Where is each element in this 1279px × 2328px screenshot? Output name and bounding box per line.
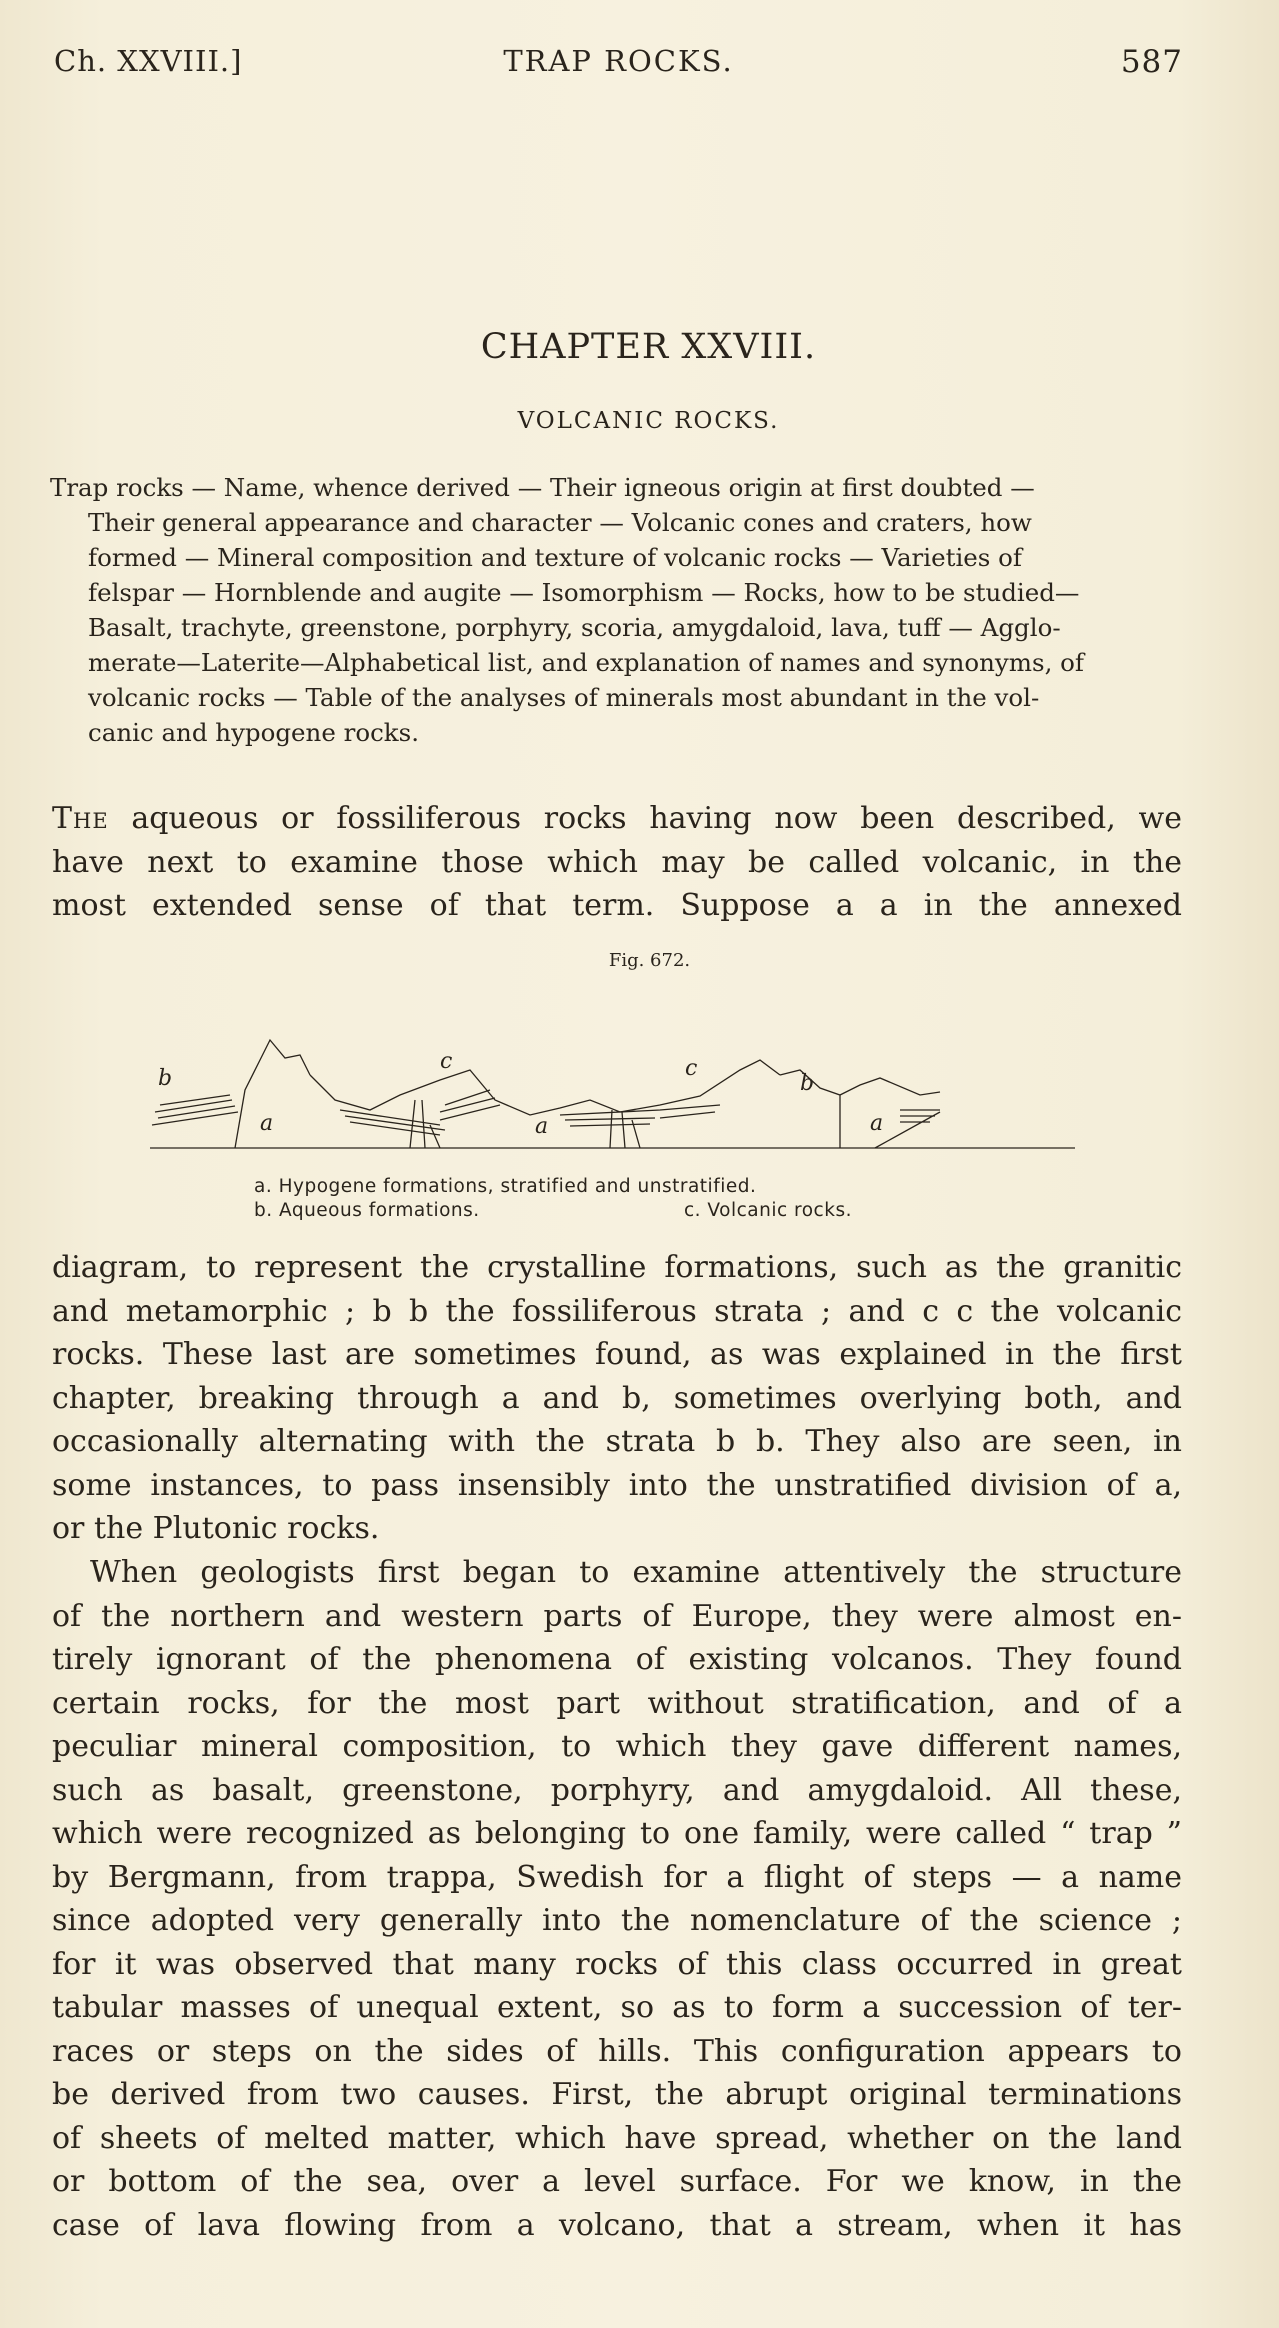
paragraph-line: or bottom of the sea, over a level surface. For we know, in the bbox=[52, 2164, 1182, 2199]
paragraph-line: since adopted very generally into the nomenclature of the science ; bbox=[52, 1903, 1182, 1938]
paragraph-line: such as basalt, greenstone, porphyry, and amygdaloid. All these, bbox=[52, 1772, 1182, 1808]
left-strata bbox=[152, 1095, 238, 1125]
synopsis-line: merate—Laterite—Alphabetical list, and explanation of names and synonyms, of bbox=[88, 648, 1084, 677]
running-head bbox=[54, 44, 1183, 84]
middle-strata bbox=[340, 1090, 500, 1135]
paragraph-line: some instances, to pass insensibly into the unstratified division of a, bbox=[52, 1467, 1182, 1503]
paragraph-line: tirely ignorant of the phenomena of existing volcanos. They found bbox=[52, 1642, 1182, 1677]
synopsis-line: volcanic rocks — Table of the analyses of minerals most abundant in the vol- bbox=[88, 683, 1040, 712]
chapter-subtitle: VOLCANIC ROCKS. bbox=[517, 408, 780, 434]
paragraph-line-text: aqueous or fossiliferous rocks having now been described, we bbox=[108, 801, 1182, 836]
figure-letter: a bbox=[260, 1111, 274, 1136]
figure-caption-c: c. Volcanic rocks. bbox=[684, 1200, 852, 1221]
synopsis-line: Their general appearance and character — Volcanic cones and craters, how bbox=[88, 508, 1032, 537]
paragraph-line: When geologists first began to examine attentively the structure bbox=[90, 1555, 1182, 1590]
paragraph-line: certain rocks, for the most part without stratification, and of a bbox=[52, 1685, 1182, 1721]
volcanic-dike bbox=[610, 1110, 640, 1148]
paragraph-diagram bbox=[52, 1246, 1182, 1551]
figure-letter: c bbox=[685, 1056, 698, 1081]
figure-letter: a bbox=[870, 1111, 884, 1136]
figure-letter: b bbox=[800, 1071, 815, 1096]
paragraph-line: peculiar mineral composition, to which they gave different names, bbox=[52, 1729, 1182, 1764]
synopsis-line: Basalt, trachyte, greenstone, porphyry, scoria, amygdaloid, lava, tuff — Agglo- bbox=[88, 613, 1061, 642]
paragraph-line: races or steps on the sides of hills. This configuration appears to bbox=[52, 2033, 1182, 2069]
chapter-reference: Ch. XXVIII.] bbox=[54, 44, 243, 78]
geological-section-figure bbox=[140, 1000, 1080, 1160]
paragraph-line: or the Plutonic rocks. bbox=[52, 1511, 380, 1546]
central-profile bbox=[310, 1060, 780, 1115]
figure-caption-b: b. Aqueous formations. bbox=[254, 1200, 480, 1221]
paragraph-line: rocks. These last are sometimes found, as was explained in the first bbox=[52, 1337, 1182, 1372]
paragraph-line: and metamorphic ; b b the fossiliferous strata ; and c c the volcanic bbox=[52, 1293, 1182, 1329]
paragraph-line: tabular masses of unequal extent, so as to form a succession of ter- bbox=[52, 1990, 1182, 2025]
lead-word: The bbox=[52, 801, 109, 836]
paragraph-line bbox=[52, 797, 1182, 841]
paragraph-geologists bbox=[52, 1551, 1182, 2247]
synopsis-line: canic and hypogene rocks. bbox=[88, 718, 420, 747]
chapter-synopsis bbox=[50, 470, 1184, 750]
paragraph-line: occasionally alternating with the strata b b. They also are seen, in bbox=[52, 1424, 1182, 1459]
chapter-title: CHAPTER XXVIII. bbox=[480, 327, 817, 367]
paragraph-line: of sheets of melted matter, which have spread, whether on the land bbox=[52, 2120, 1182, 2156]
synopsis-line: felspar — Hornblende and augite — Isomorphism — Rocks, how to be studied— bbox=[88, 578, 1080, 607]
paragraph-line: of the northern and western parts of Europe, they were almost en- bbox=[52, 1598, 1182, 1634]
intro-paragraph bbox=[52, 797, 1182, 928]
paragraph-line: by Bergmann, from trappa, Swedish for a flight of steps — a name bbox=[52, 1859, 1182, 1895]
paragraph-line: diagram, to represent the crystalline formations, such as the granitic bbox=[52, 1250, 1182, 1285]
figure-letter: b bbox=[158, 1066, 173, 1091]
running-title: TRAP ROCKS. bbox=[503, 44, 734, 78]
synopsis-line: formed — Mineral composition and texture of volcanic rocks — Varieties of bbox=[88, 543, 1022, 572]
figure-caption-a: a. Hypogene formations, stratified and unstratified. bbox=[254, 1176, 757, 1197]
paragraph-line: for it was observed that many rocks of this class occurred in great bbox=[52, 1946, 1182, 1982]
page-number: 587 bbox=[1120, 44, 1183, 80]
paragraph-line: have next to examine those which may be called volcanic, in the bbox=[52, 844, 1182, 880]
figure-letter: a bbox=[535, 1114, 549, 1139]
paragraph-line: most extended sense of that term. Suppose a a in the annexed bbox=[52, 888, 1182, 923]
paragraph-line: case of lava flowing from a volcano, that a stream, when it has bbox=[52, 2207, 1182, 2243]
figure-label: Fig. 672. bbox=[608, 950, 691, 971]
paragraph-line: which were recognized as belonging to one family, were called “ trap ” bbox=[52, 1816, 1182, 1851]
paragraph-line: be derived from two causes. First, the abrupt original terminations bbox=[52, 2077, 1182, 2112]
figure-letter: c bbox=[440, 1049, 453, 1074]
synopsis-line: Trap rocks — Name, whence derived — Their igneous origin at first doubted — bbox=[50, 473, 1035, 502]
right-strata bbox=[875, 1110, 940, 1148]
paragraph-line: chapter, breaking through a and b, sometimes overlying both, and bbox=[52, 1380, 1182, 1416]
